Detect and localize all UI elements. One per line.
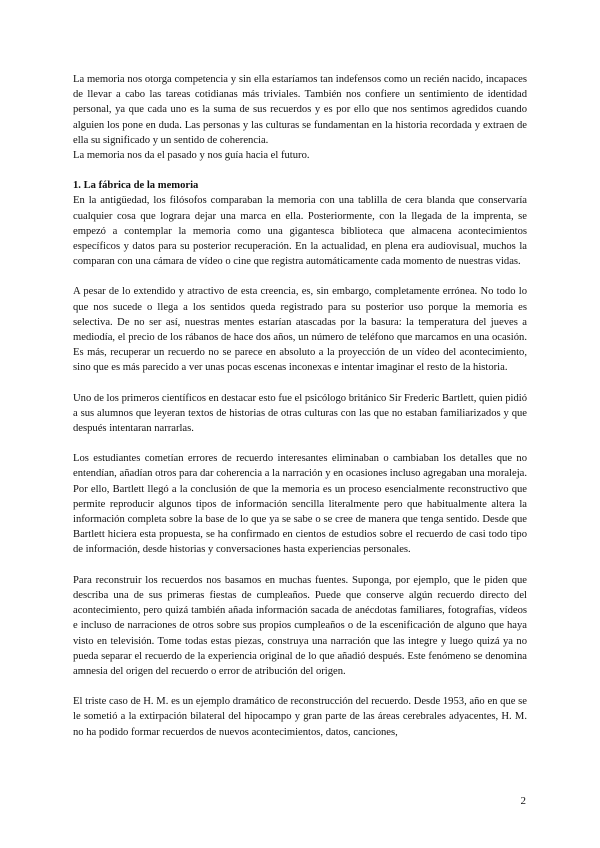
section-paragraph-4: Los estudiantes cometían errores de recuerdo interesantes eliminaban o cambiaban los detalles que no entendían, añadían otros para dar coherencia a la narración y en ocasiones incluso agregaban una moraleja. Por ello, Bartlett llegó a la conclusión de que la memoria es un proceso esencialmente reconstructivo que permite reproducir algunos tipos de información sencilla literalmente pero que habitualmente altera la información completa sobre la base de lo que ya se sabe o se cree de manera que tenga sentido. Desde que Bartlett hiciera esta propuesta, se ha confirmado en cientos de estudios sobre el recuerdo de casi todo tipo de información, desde historias y conversaciones hasta experiencias personales. xyxy=(73,453,527,556)
intro-paragraph-2: La memoria nos da el pasado y nos guía hacia el futuro. xyxy=(73,150,310,162)
section-heading: 1. La fábrica de la memoria xyxy=(73,180,199,192)
section-paragraph-5: Para reconstruir los recuerdos nos basamos en muchas fuentes. Suponga, por ejemplo, que le piden que describa una de sus primeras fiestas de cumpleaños. Puede que conserve algún recuerdo directo del acontecimiento, pero quizá también añada información sacada de anécdotas familiares, fotografías, vídeos e incluso de narraciones de otros sobre sus propios cumpleaños o de la escenificación de alguno que haya visto en televisión. Tome todas estas piezas, construya una narración que las integre y luego quizá ya no pueda separar el recuerdo de la experiencia original de lo que añadió después. Este fenómeno se denomina amnesia del origen del recuerdo o error de atribución del origen. xyxy=(73,574,527,677)
document-body xyxy=(73,72,527,740)
section-paragraph-3: Uno de los primeros científicos en destacar esto fue el psicólogo británico Sir Frederic Bartlett, quien pidió a sus alumnos que leyeran textos de historias de otras culturas con las que no estaban familiarizados y que después intentaran narrarlas. xyxy=(73,392,527,435)
section-paragraph-2: A pesar de lo extendido y atractivo de esta creencia, es, sin embargo, completamente errónea. No todo lo que nos sucede o llega a los sentidos queda registrado para su posterior uso porque la memoria es selectiva. De no ser así, nuestras mentes estarían atascadas por la basura: la temperatura del jueves a mediodía, el precio de los rábanos de hace dos años, un número de teléfono que marcamos en una ocasión. Es más, recuperar un recuerdo no se parece en absoluto a la proyección de un vídeo del acontecimiento, sino que es más parecido a ver unas pocas escenas inconexas e intentar imaginar el resto de la historia. xyxy=(73,286,527,374)
page-number: 2 xyxy=(520,795,526,807)
intro-paragraph-1: La memoria nos otorga competencia y sin ella estaríamos tan indefensos como un recién nacido, incapaces de llevar a cabo las tareas cotidianas más triviales. También nos confiere un sentimiento de identidad personal, ya que cada uno es la suma de sus recuerdos y es por ello que nos sentimos agredidos cuando alguien los pone en duda. Las personas y las culturas se fundamentan en la historia recordada y extraen de ella su significado y un sentido de coherencia. xyxy=(73,74,527,146)
section-paragraph-1: En la antigüedad, los filósofos comparaban la memoria con una tablilla de cera blanda que conservaría cualquier cosa que lograra dejar una marca en ella. Posteriormente, con la llegada de la imprenta, se empezó a contemplar la memoria como una gigantesca biblioteca que almacena acontecimientos específicos y datos para su posterior recuperación. En la actualidad, en plena era audiovisual, muchos la comparan con una cámara de vídeo o cine que registra automáticamente cada momento de nuestras vidas. xyxy=(73,195,527,268)
section-paragraph-6: El triste caso de H. M. es un ejemplo dramático de reconstrucción del recuerdo. Desde 1953, año en que se le sometió a la extirpación bilateral del hipocampo y gran parte de las áreas cerebrales adyacentes, H. M. no ha podido formar recuerdos de nuevos acontecimientos, datos, canciones, xyxy=(73,696,527,738)
